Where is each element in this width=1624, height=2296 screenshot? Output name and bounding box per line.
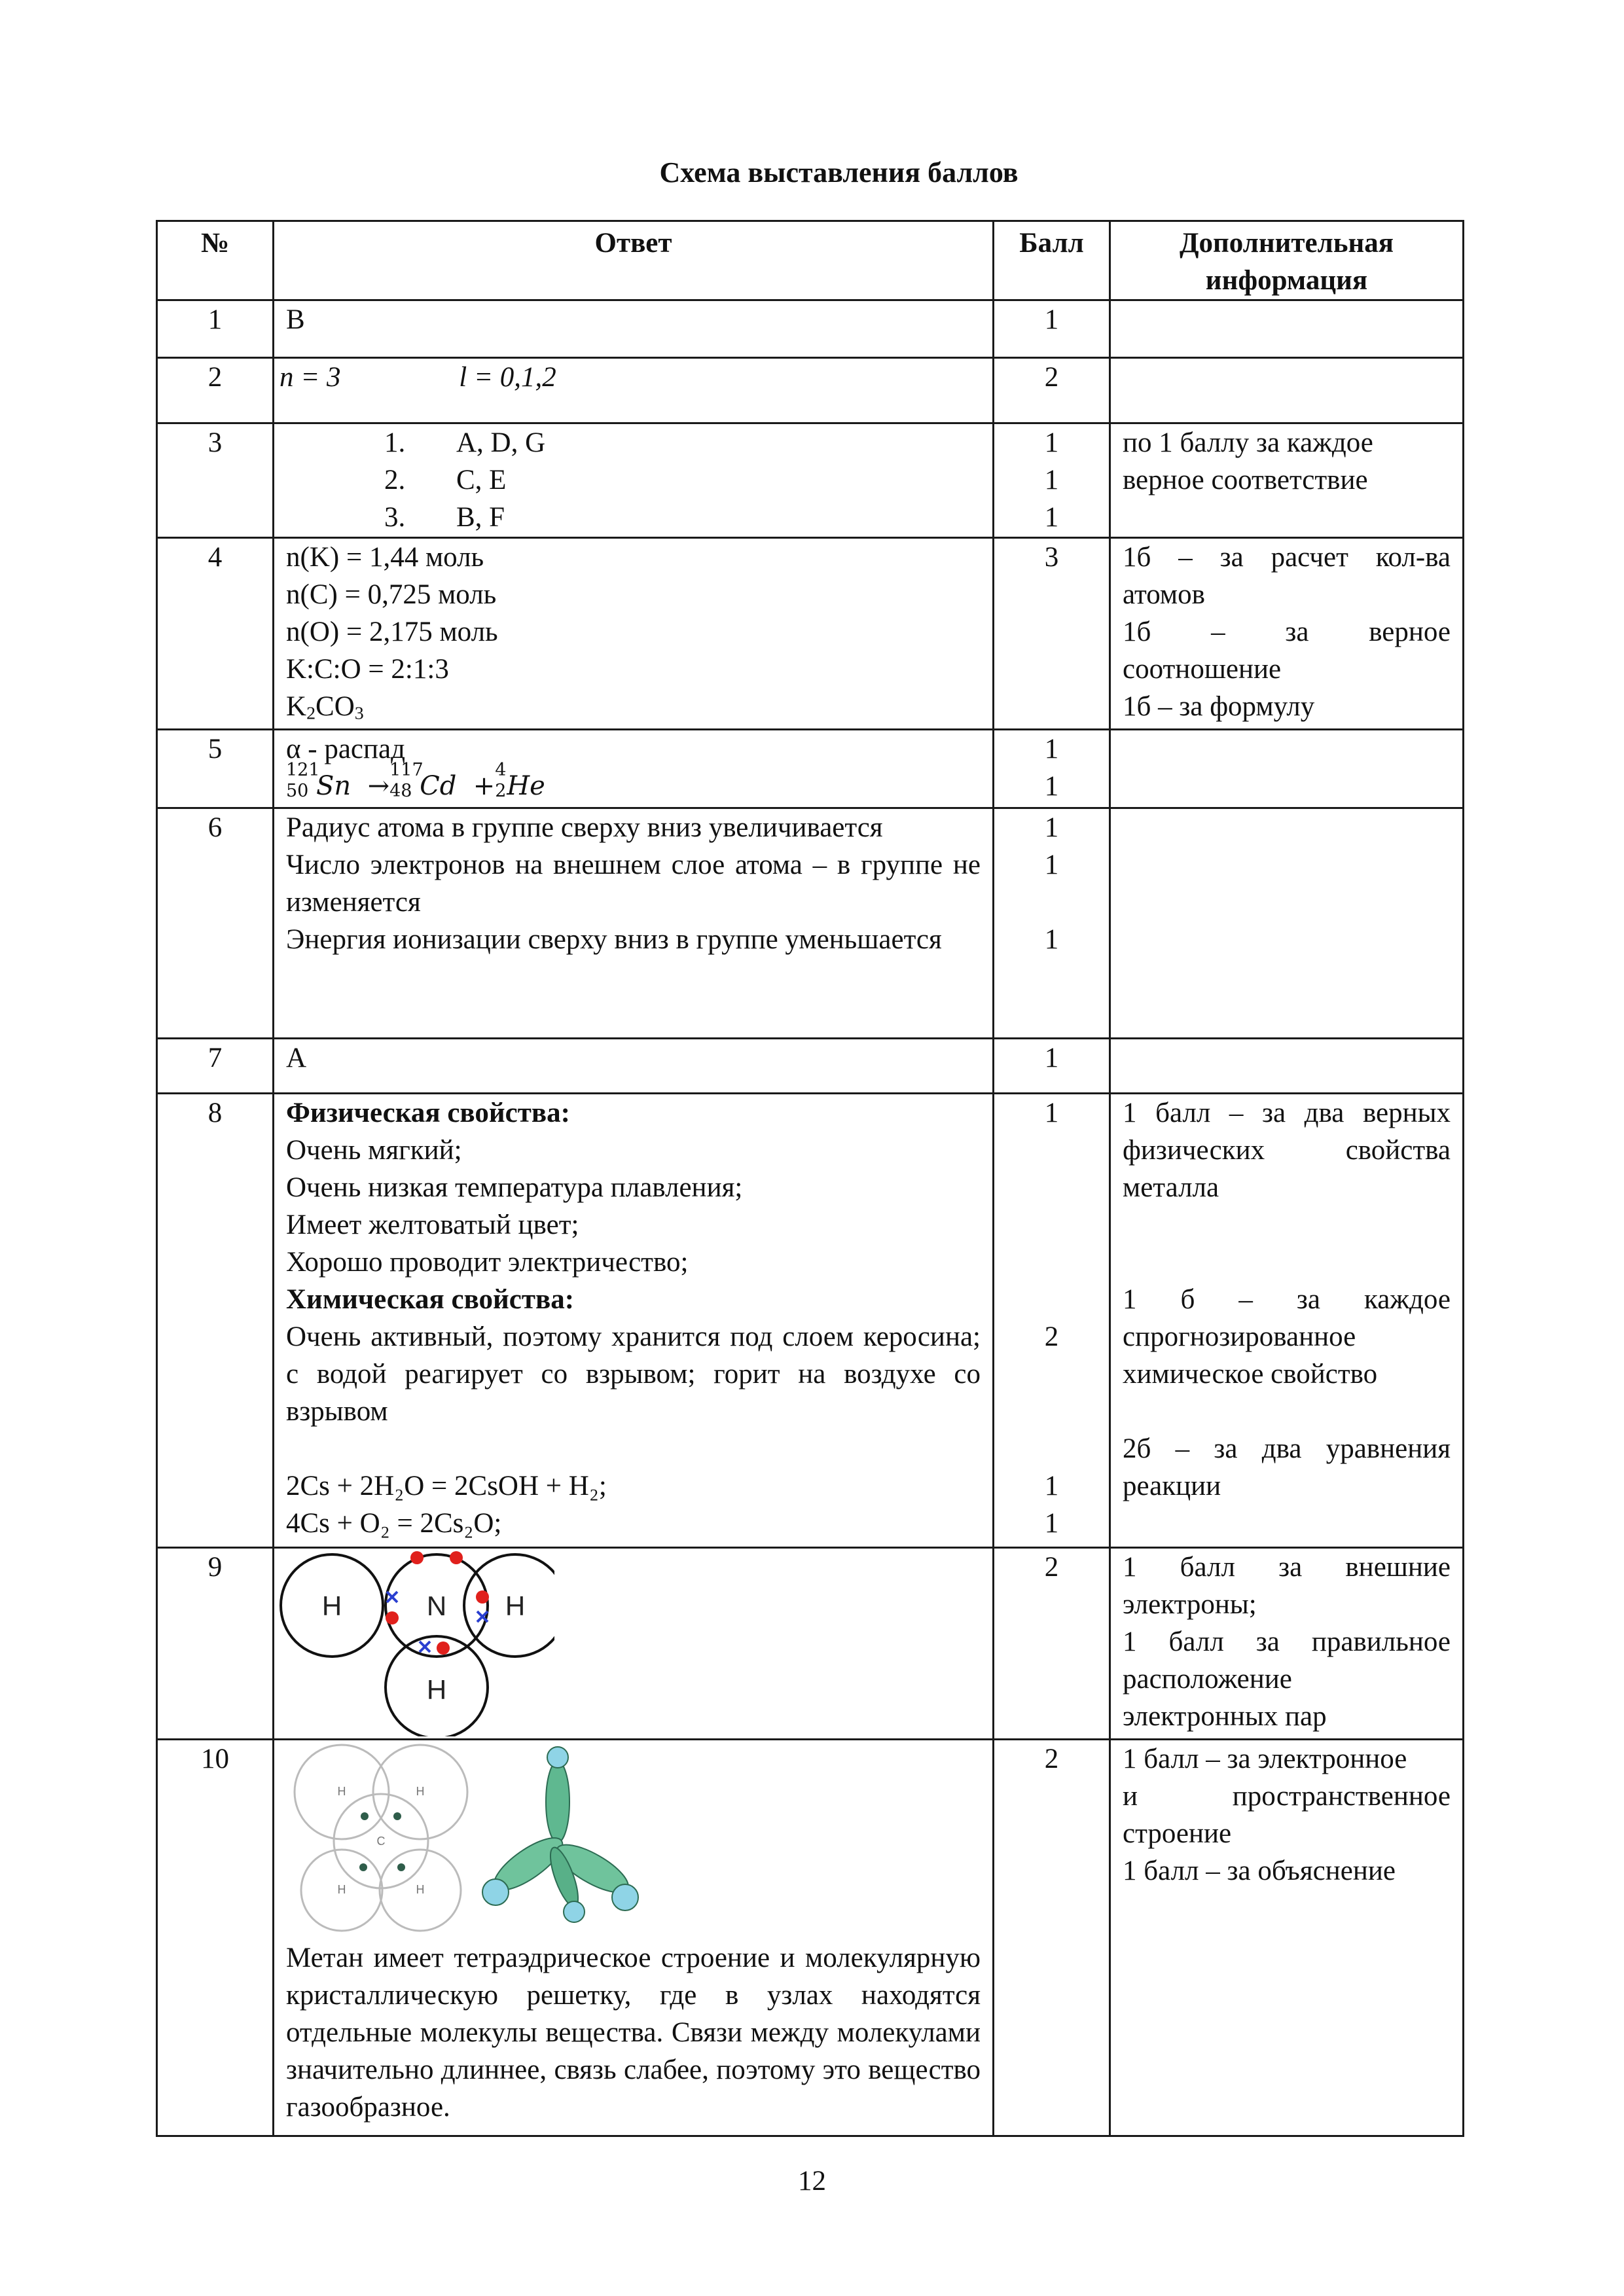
row-number: 9 bbox=[157, 1548, 274, 1740]
atom-label-h3: H bbox=[426, 1674, 447, 1705]
answer-cell bbox=[274, 1548, 994, 1740]
score-cell: 2 bbox=[994, 1548, 1110, 1740]
info-cell bbox=[1110, 808, 1464, 1039]
methane-structure-diagram bbox=[286, 1743, 653, 1933]
page-title: Схема выставления баллов bbox=[659, 156, 1019, 188]
score-cell: 2 bbox=[994, 358, 1110, 423]
row-number: 10 bbox=[157, 1740, 274, 2136]
score-cell: 1 bbox=[994, 1039, 1110, 1094]
answer-cell: B bbox=[274, 300, 994, 358]
methane-h-label: H bbox=[416, 1883, 425, 1896]
atom-label-h2: H bbox=[505, 1590, 526, 1621]
answer-cell bbox=[274, 358, 994, 423]
table-row bbox=[157, 1094, 1464, 1548]
header-score: Балл bbox=[994, 221, 1110, 300]
info-cell bbox=[1110, 730, 1464, 808]
table-row bbox=[157, 423, 1464, 538]
score-cell: 1 1 1 bbox=[994, 423, 1110, 538]
table-row bbox=[157, 1548, 1464, 1740]
atom-label-h1: H bbox=[321, 1590, 342, 1621]
info-cell: 1 балл – за электронное и пространственное строение 1 балл – за объяснение bbox=[1110, 1740, 1464, 2136]
ammonia-electron-diagram bbox=[280, 1550, 554, 1736]
score-cell: 3 bbox=[994, 538, 1110, 730]
list-item: 1. A, D, G bbox=[384, 427, 546, 458]
row-number: 2 bbox=[157, 358, 274, 423]
score-cell: 1 1 bbox=[994, 730, 1110, 808]
header-info: Дополнительная информация bbox=[1110, 221, 1464, 300]
answer-cell: A bbox=[274, 1039, 994, 1094]
methane-c-label: C bbox=[376, 1835, 386, 1848]
header-row bbox=[157, 221, 1464, 300]
tetrahedral-orbitals bbox=[482, 1747, 638, 1922]
info-cell bbox=[1110, 358, 1464, 423]
header-num: № bbox=[157, 221, 274, 300]
methane-h-label: H bbox=[416, 1785, 425, 1798]
answer-cell: Физическая свойства: Очень мягкий; Очень низкая температура плавления; Имеет желтоватый цвет; Хорошо проводит электричество; Химическая свойства: Очень активный, поэтому хранится под слоем керосина; с водой реагирует со взрывом; горит на воздухе со взрывом 2Cs + 2H₂O = 2CsOH + H₂; 4Cs + O₂ = 2Cs₂O; bbox=[274, 1094, 994, 1548]
atom-label-n: N bbox=[426, 1590, 447, 1621]
table-row bbox=[157, 808, 1464, 1039]
table-row bbox=[157, 730, 1464, 808]
quantum-n: n = 3 bbox=[280, 362, 341, 393]
info-cell: 1 балл – за два верных физических свойства металла 1 б – за каждое спрогнозированное химическое свойство 2б – за два уравнения реакции bbox=[1110, 1094, 1464, 1548]
score-cell: 1 1 1 bbox=[994, 808, 1110, 1039]
answer-cell: H H C H H Метан имеет тетраэдрическое строение и молекулярную кристаллическую решетку, где в узлах находятся отдельные молекулы вещества. Связи между молекулами значительно длиннее, связь слабее, поэтому это вещество газообразное. bbox=[274, 1740, 994, 2136]
info-cell bbox=[1110, 1039, 1464, 1094]
info-cell bbox=[1110, 300, 1464, 358]
quantum-l: l = 0,1,2 bbox=[459, 362, 556, 393]
list-item: 2. C, E bbox=[384, 465, 507, 495]
row-number: 6 bbox=[157, 808, 274, 1039]
score-cell: 2 bbox=[994, 1740, 1110, 2136]
row-number: 8 bbox=[157, 1094, 274, 1548]
formula: $K_2CO_3$ bbox=[286, 691, 364, 724]
answer-cell: α - распад 121 50 Sn → 117 48 Cd + 4 2 He bbox=[274, 730, 994, 808]
table-row bbox=[157, 300, 1464, 358]
answer-cell: n(K) = 1,44 моль n(C) = 0,725 моль n(O) = 2,175 моль K:C:O = 2:1:3 $K_2CO_3$ bbox=[274, 538, 994, 730]
methane-h-label: H bbox=[337, 1785, 346, 1798]
table-row bbox=[157, 358, 1464, 423]
info-cell: 1 балл за внешние электроны; 1 балл за правильное расположение электронных пар bbox=[1110, 1548, 1464, 1740]
decay-equation: 121 50 Sn → 117 48 Cd + 4 2 He bbox=[286, 760, 545, 801]
row-number: 3 bbox=[157, 423, 274, 538]
table-row bbox=[157, 1740, 1464, 2136]
score-cell: 1 2 1 1 bbox=[994, 1094, 1110, 1548]
answer-cell bbox=[274, 423, 994, 538]
page-number: 12 bbox=[798, 2166, 826, 2197]
list-item: 3. B, F bbox=[384, 502, 505, 533]
row-number: 4 bbox=[157, 538, 274, 730]
info-cell: по 1 баллу за каждое верное соответствие bbox=[1110, 423, 1464, 538]
scoring-table bbox=[156, 220, 1464, 2137]
score-cell: 1 bbox=[994, 300, 1110, 358]
answer-cell: Радиус атома в группе сверху вниз увеличивается Число электронов на внешнем слое атома – в группе не изменяется Энергия ионизации сверху вниз в группе уменьшается bbox=[274, 808, 994, 1039]
row-number: 5 bbox=[157, 730, 274, 808]
header-answer: Ответ bbox=[274, 221, 994, 300]
info-cell: 1б – за расчет кол-ва атомов 1б – за верное соотношение 1б – за формулу bbox=[1110, 538, 1464, 730]
methane-h-label: H bbox=[337, 1883, 346, 1896]
row-number: 1 bbox=[157, 300, 274, 358]
row-number: 7 bbox=[157, 1039, 274, 1094]
table-row bbox=[157, 538, 1464, 730]
table-row bbox=[157, 1039, 1464, 1094]
